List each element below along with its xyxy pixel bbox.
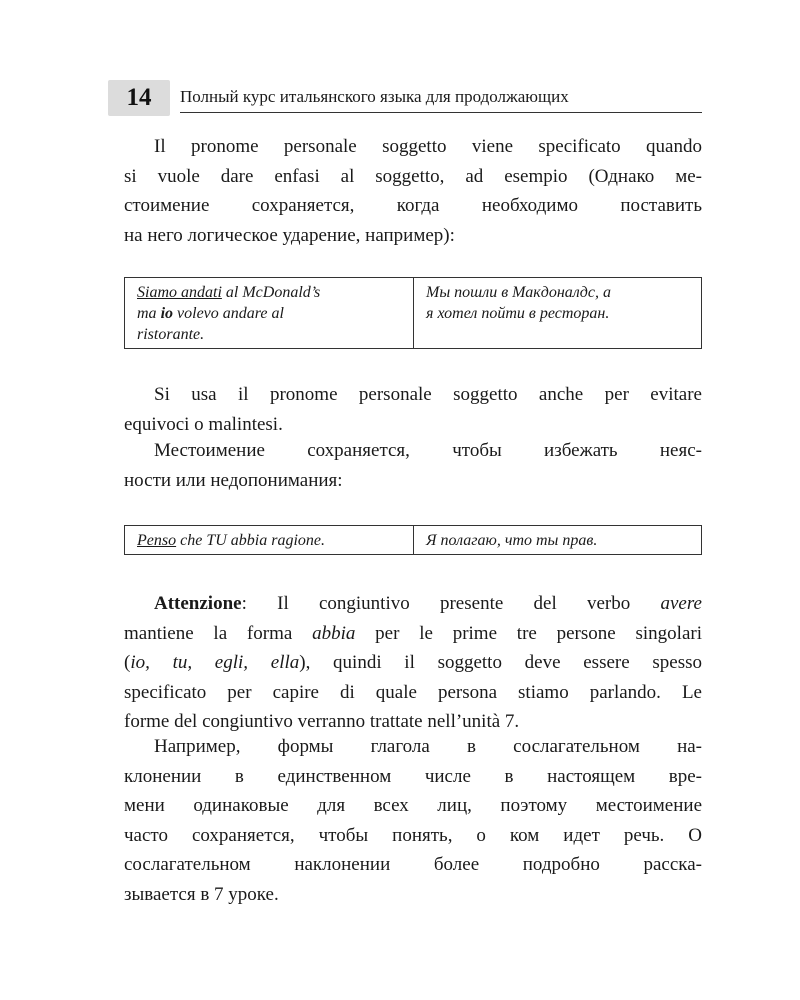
text-line: equivoci o malintesi.	[124, 413, 283, 435]
example-text: che TU abbia ragione.	[176, 532, 325, 549]
translation-text: Мы пошли в Макдоналдс, а	[426, 284, 611, 301]
page-header	[108, 76, 702, 116]
example-text: al McDonald’s	[221, 284, 321, 301]
example-text: volevo andare al	[173, 305, 284, 322]
text-line: сослагательном наклонении более подробно расска-	[124, 854, 702, 875]
russian-translation-cell	[414, 526, 702, 555]
text-line: мени одинаковые для всех лиц, поэтому местоимение	[124, 795, 702, 816]
text-line: specificato per capire di quale persona stiamo parlando. Le	[124, 681, 702, 703]
text-line: si vuole dare enfasi al soggetto, ad esempio (Однако ме-	[124, 165, 702, 187]
text-line: Например, формы глагола в сослагательном на-	[154, 736, 702, 757]
text-line: ности или недопонимания:	[124, 469, 343, 491]
italic-term: io, tu, egli, ella	[130, 652, 300, 673]
bold-pronoun: io	[160, 305, 174, 322]
text-line: на него логическое ударение, например):	[124, 224, 455, 246]
paragraph-emphasis	[124, 132, 702, 250]
italic-term: abbia	[312, 622, 356, 644]
translation-text: я хотел пойти в ресторан.	[426, 305, 610, 322]
example-table-1	[124, 277, 702, 349]
text-line	[124, 589, 702, 619]
text-line: Si usa il pronome personale soggetto anche per evitare	[154, 384, 702, 405]
russian-translation-cell	[414, 278, 702, 349]
table-row	[125, 278, 702, 349]
text-fragment: mantiene la forma	[124, 622, 313, 644]
italic-term: avere	[660, 593, 702, 614]
text-line: клонении в единственном числе в настоящем вре-	[124, 765, 702, 787]
text-line: Местоимение сохраняется, чтобы избежать неяс-	[154, 440, 702, 461]
text-fragment: (	[124, 652, 131, 673]
text-line: зывается в 7 уроке.	[124, 883, 279, 905]
text-line	[124, 619, 702, 649]
paragraph-subjunctive-ru	[124, 732, 702, 909]
text-fragment: ), quindi il soggetto deve essere spesso	[299, 652, 702, 673]
text-line: forme del congiuntivo verranno trattate nell’unità 7.	[124, 711, 520, 732]
text-line: часто сохраняется, чтобы понять, о ком идет речь. О	[124, 824, 702, 846]
example-table-2	[124, 525, 702, 555]
text-line	[124, 648, 702, 678]
attention-label: Attenzione	[154, 593, 242, 614]
italian-example-cell	[125, 278, 414, 349]
table-row	[125, 526, 702, 555]
page-number: 14	[108, 80, 170, 116]
paragraph-avoid-ambiguity-it	[124, 380, 702, 439]
text-fragment: : Il congiuntivo presente del verbo	[241, 593, 661, 614]
example-text: ma	[137, 305, 161, 322]
header-rule	[180, 112, 702, 113]
running-title: Полный курс итальянского языка для продолжающих	[180, 87, 569, 106]
text-line: стоимение сохраняется, когда необходимо поставить	[124, 195, 702, 216]
underlined-verb: Penso	[137, 532, 177, 549]
underlined-verb: Siamo andati	[137, 284, 222, 301]
example-text: ristorante.	[137, 326, 205, 343]
italian-example-cell	[125, 526, 414, 555]
paragraph-avoid-ambiguity-ru	[124, 436, 702, 495]
text-line: Il pronome personale soggetto viene specificato quando	[154, 136, 702, 157]
text-fragment: per le prime tre persone singolari	[355, 622, 702, 644]
paragraph-attention	[124, 589, 702, 737]
translation-text: Я полагаю, что ты прав.	[426, 532, 598, 549]
